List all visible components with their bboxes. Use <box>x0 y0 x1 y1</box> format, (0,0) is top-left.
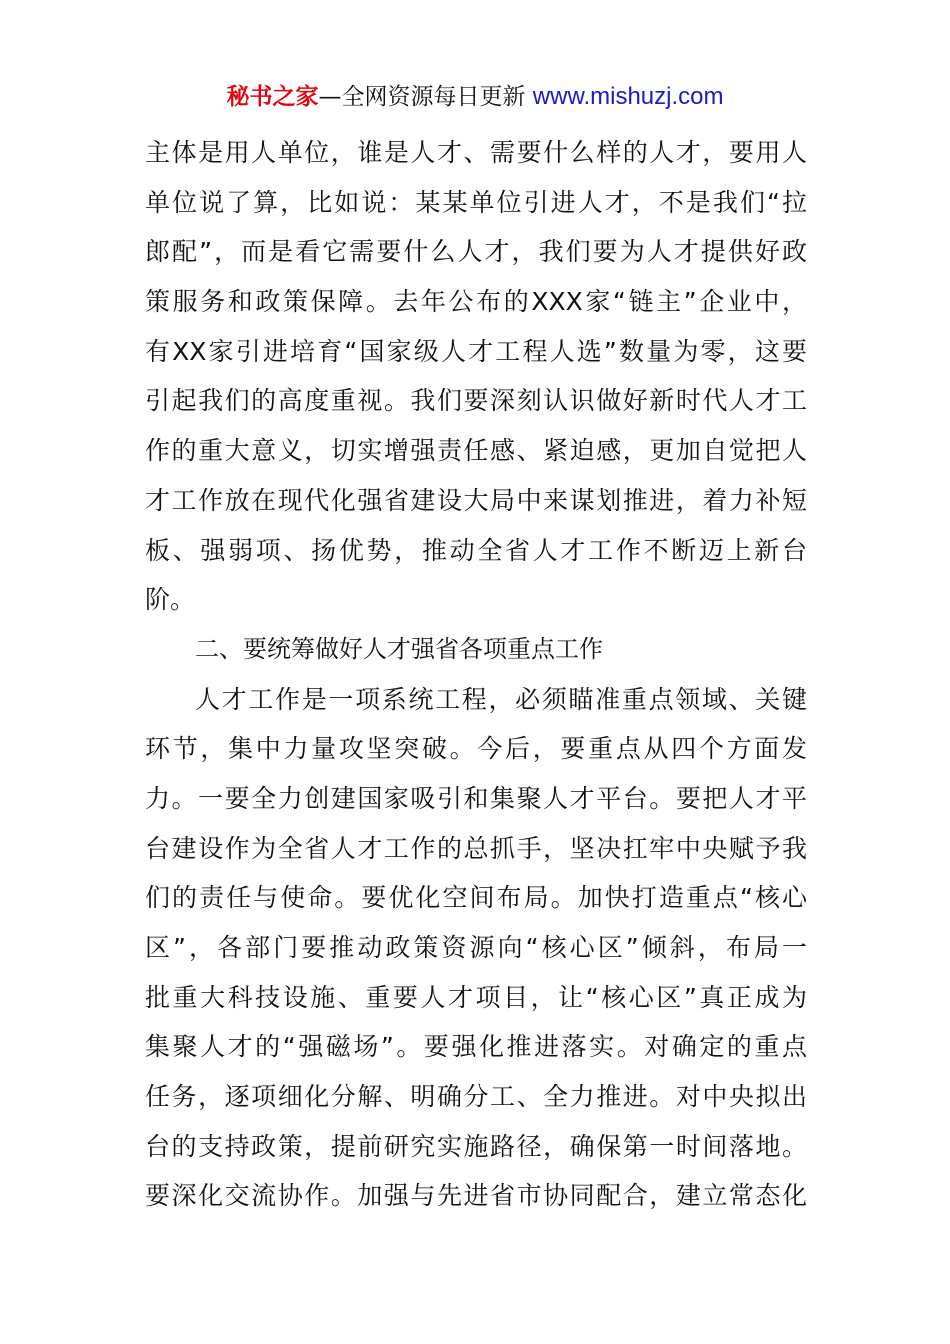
text-line: 台的支持政策，提前研究实施路径，确保第一时间落地。 <box>145 1131 807 1161</box>
text-line: 引起我们的高度重视。我们要深刻认识做好新时代人才工 <box>145 386 807 416</box>
text-line: 力。一要全力创建国家吸引和集聚人才平台。要把人才平 <box>145 783 807 813</box>
text-line: 批重大科技设施、重要人才项目，让“核心区”真正成为 <box>145 982 807 1012</box>
text-line: 主体是用人单位，谁是人才、需要什么样的人才，要用人 <box>145 138 807 167</box>
text-line: 阶。 <box>145 585 196 615</box>
document-body <box>145 128 807 1221</box>
brand-name: 秘书之家 <box>226 84 319 110</box>
section-heading: 二、要统筹做好人才强省各项重点工作 <box>195 634 603 663</box>
text-line: 作的重大意义，切实增强责任感、紧迫感，更加自觉把人 <box>145 436 807 466</box>
text-line: 区”，各部门要推动政策资源向“核心区”倾斜，布局一 <box>145 933 807 962</box>
text-line: 集聚人才的“强磁场”。要强化推进落实。对确定的重点 <box>145 1032 807 1062</box>
site-url-link[interactable]: www.mishuzj.com <box>532 83 724 110</box>
text-line: 才工作放在现代化强省建设大局中来谋划推进，着力补短 <box>145 485 807 515</box>
text-line: 策服务和政策保障。去年公布的XXX家“链主”企业中， <box>145 287 807 317</box>
text-line: 要深化交流协作。加强与先进省市协同配合，建立常态化 <box>145 1181 807 1211</box>
text-line: 台建设作为全省人才工作的总抓手，坚决扛牢中央赋予我 <box>145 833 807 863</box>
text-line: 环节，集中力量攻坚突破。今后，要重点从四个方面发 <box>145 734 807 764</box>
text-line: 有XX家引进培育“国家级人才工程人选”数量为零，这要 <box>145 336 807 366</box>
site-banner <box>0 80 950 114</box>
text-line: 单位说了算，比如说：某某单位引进人才，不是我们“拉 <box>145 187 807 217</box>
brand-slogan: —全网资源每日更新 <box>318 84 526 110</box>
text-line: 人才工作是一项系统工程，必须瞄准重点领域、关键 <box>195 684 807 714</box>
text-line: 任务，逐项细化分解、明确分工、全力推进。对中央拟出 <box>145 1082 807 1112</box>
text-line: 们的责任与使命。要优化空间布局。加快打造重点“核心 <box>145 883 807 913</box>
text-line: 板、强弱项、扬优势，推动全省人才工作不断迈上新台 <box>145 535 807 565</box>
text-line: 郎配”，而是看它需要什么人才，我们要为人才提供好政 <box>145 237 807 267</box>
